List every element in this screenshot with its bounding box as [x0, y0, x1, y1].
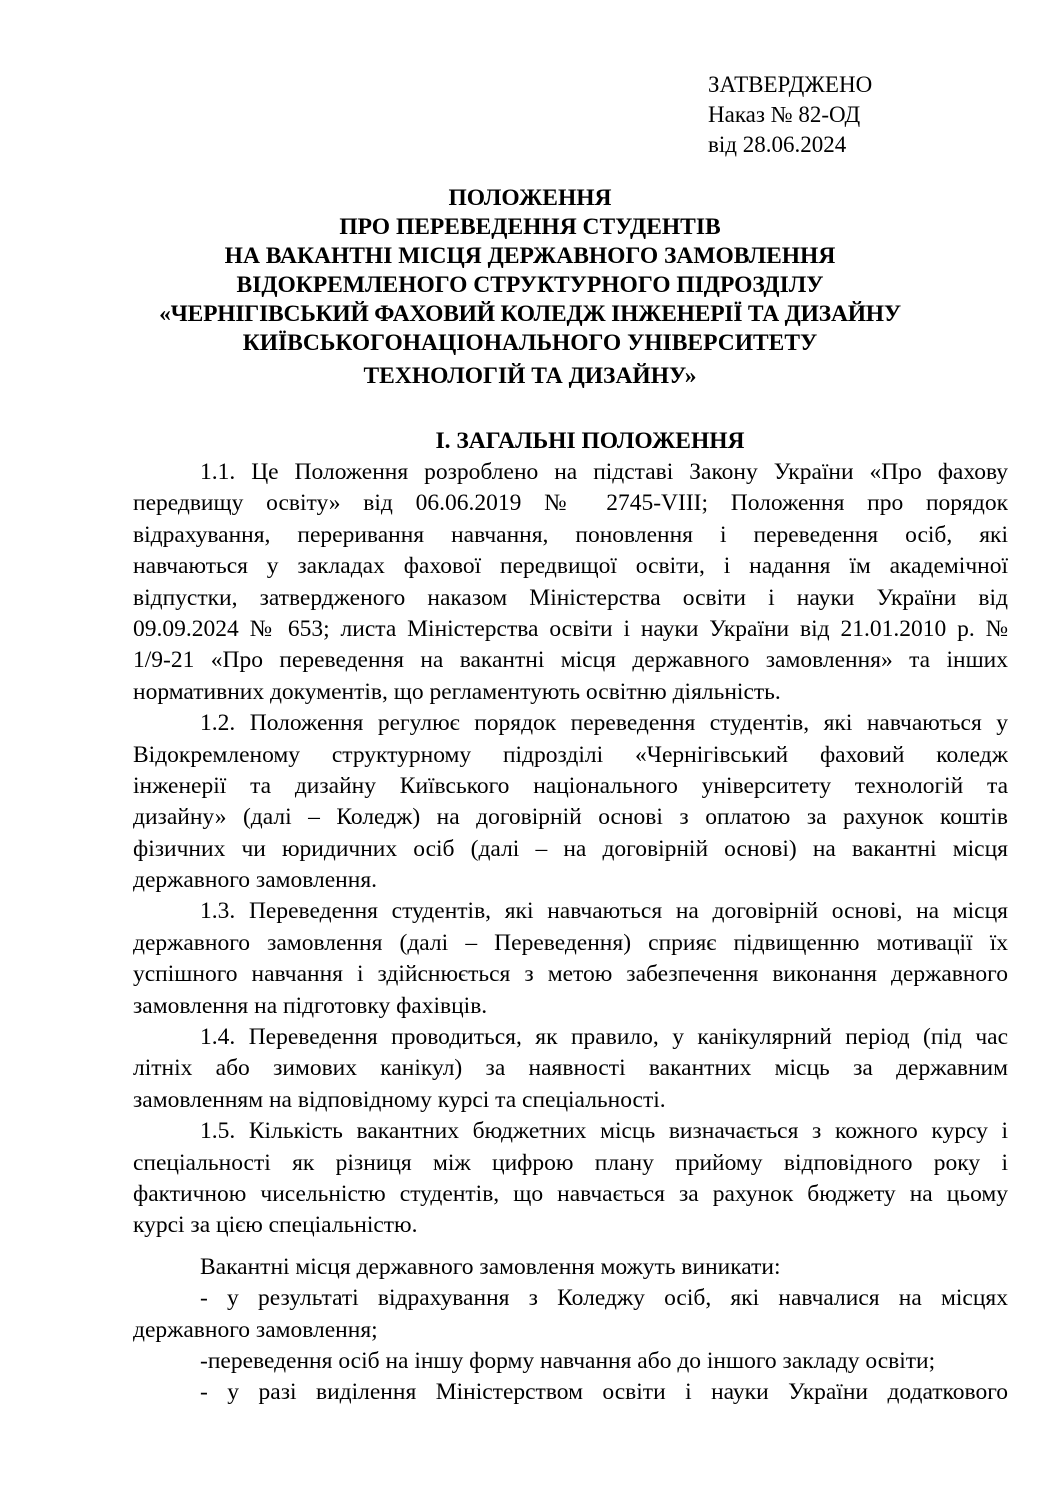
paragraph-1-1-line: нормативних документів, що регламентують освітню діяльність.	[133, 678, 781, 705]
title-line: НА ВАКАНТНІ МІСЦЯ ДЕРЖАВНОГО ЗАМОВЛЕННЯ	[224, 243, 836, 269]
paragraph-1-2-line: державного замовлення.	[133, 867, 378, 894]
vacancy-list-item: державного замовлення;	[133, 1316, 378, 1343]
paragraph-1-3-line: 1.3. Переведення студентів, які навчаються на договірній основі, на місця	[200, 898, 1008, 925]
paragraph-1-4-line: замовленням на відповідному курсі та спеціальності.	[133, 1086, 666, 1113]
title-line: ПРО ПЕРЕВЕДЕННЯ СТУДЕНТІВ	[339, 214, 721, 240]
paragraph-1-1-line: 09.09.2024 № 653; листа Міністерства освіти і науки України від 21.01.2010 р. №	[133, 615, 1008, 642]
title-line: КИЇВСЬКОГОНАЦІОНАЛЬНОГО УНІВЕРСИТЕТУ	[242, 330, 818, 356]
vacancy-list-item: - у разі виділення Міністерством освіти і науки України додаткового	[200, 1379, 1008, 1406]
paragraph-1-1-line: навчаються у закладах фахової передвищої освіти, і надання їм академічної	[133, 553, 1008, 580]
paragraph-1-5-line: курсі за цією спеціальністю.	[133, 1212, 418, 1239]
vacancy-intro: Вакантні місця державного замовлення можуть виникати:	[200, 1253, 781, 1280]
title-line: ПОЛОЖЕННЯ	[448, 185, 612, 211]
paragraph-1-1-line: 1/9-21 «Про переведення на вакантні місця державного замовлення» та інших	[133, 647, 1008, 674]
paragraph-1-3-line: державного замовлення (далі – Переведення) сприяє підвищенню мотивації їх	[133, 929, 1008, 956]
paragraph-1-5-line: 1.5. Кількість вакантних бюджетних місць визначається з кожного курсу і	[200, 1118, 1008, 1145]
document-title	[100, 184, 960, 394]
approval-order-number: Наказ № 82-ОД	[708, 102, 861, 127]
paragraph-1-2-line: інженерії та дизайну Київського національного університету технологій та	[133, 772, 1008, 799]
document-body	[133, 457, 1008, 1409]
paragraph-1-5-line: фактичною чисельністю студентів, що навчається за рахунок бюджету на цьому	[133, 1180, 1008, 1207]
paragraph-1-1-line: передвищу освіту» від 06.06.2019 № 2745-VIII; Положення про порядок	[133, 490, 1008, 517]
paragraph-1-2-line: Відокремленому структурному підрозділі «Чернігівський фаховий коледж	[133, 741, 1008, 768]
paragraph-1-1-line: відрахування, переривання навчання, поновлення і переведення осіб, які	[133, 521, 1008, 548]
vacancy-list-item: -переведення осіб на іншу форму навчання або до іншого закладу освіти;	[200, 1347, 936, 1374]
title-line: ВІДОКРЕМЛЕНОГО СТРУКТУРНОГО ПІДРОЗДІЛУ	[236, 272, 824, 298]
paragraph-1-2-line: дизайну» (далі – Коледж) на договірній основі з оплатою за рахунок коштів	[133, 804, 1008, 831]
paragraph-1-1-line: відпустки, затвердженого наказом Міністерства освіти і науки України від	[133, 584, 1008, 611]
paragraph-1-4-line: 1.4. Переведення проводиться, як правило, у канікулярний період (під час	[200, 1024, 1008, 1051]
paragraph-1-1-line: 1.1. Це Положення розроблено на підставі Закону України «Про фахову	[200, 459, 1008, 485]
title-line: «ЧЕРНІГІВСЬКИЙ ФАХОВИЙ КОЛЕДЖ ІНЖЕНЕРІЇ ТА ДИЗАЙНУ	[159, 301, 901, 327]
approval-status: ЗАТВЕРДЖЕНО	[708, 72, 873, 97]
paragraph-1-4-line: літніх або зимових канікул) за наявності вакантних місць за державним	[133, 1055, 1008, 1082]
title-line: ТЕХНОЛОГІЙ ТА ДИЗАЙНУ»	[363, 363, 697, 389]
paragraph-1-5-line: спеціальності як різниця між цифрою плану прийому відповідного року і	[133, 1149, 1008, 1176]
approval-date: від 28.06.2024	[708, 132, 847, 157]
paragraph-1-2-line: фізичних чи юридичних осіб (далі – на договірній основі) на вакантні місця	[133, 835, 1008, 862]
vacancy-list-item: - у результаті відрахування з Коледжу осіб, які навчалися на місцях	[200, 1285, 1008, 1312]
paragraph-1-2-line: 1.2. Положення регулює порядок переведення студентів, які навчаються у	[200, 710, 1008, 737]
section-heading: І. ЗАГАЛЬНІ ПОЛОЖЕННЯ	[435, 428, 745, 454]
paragraph-1-3-line: замовлення на підготовку фахівців.	[133, 992, 488, 1019]
paragraph-1-3-line: успішного навчання і здійснюється з метою забезпечення виконання державного	[133, 961, 1008, 988]
approval-stamp	[708, 70, 872, 160]
